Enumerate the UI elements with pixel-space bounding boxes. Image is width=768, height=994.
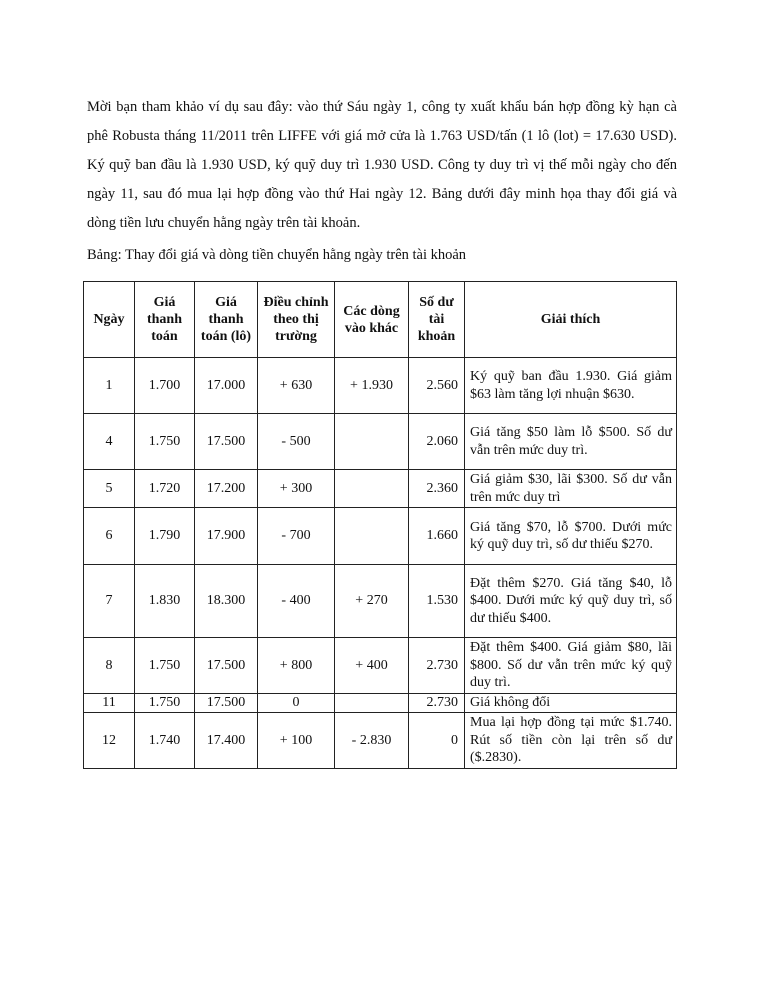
cell-explanation: Đặt thêm $400. Giá giảm $80, lãi $800. Số dư vẫn trên mức ký quỹ duy trì. xyxy=(465,638,677,694)
cell-other-flows xyxy=(335,414,409,470)
table-row xyxy=(84,694,677,713)
cell-lot-price: 17.500 xyxy=(195,414,258,470)
cell-day: 1 xyxy=(84,358,135,414)
cell-day: 4 xyxy=(84,414,135,470)
cell-lot-price: 17.000 xyxy=(195,358,258,414)
margin-table xyxy=(83,281,677,769)
cell-day: 12 xyxy=(84,713,135,769)
cell-price: 1.750 xyxy=(135,638,195,694)
table-row xyxy=(84,414,677,470)
cell-adjustment: + 800 xyxy=(258,638,335,694)
cell-explanation: Giá tăng $70, lỗ $700. Dưới mức ký quỹ duy trì, số dư thiếu $270. xyxy=(465,508,677,565)
cell-lot-price: 17.900 xyxy=(195,508,258,565)
cell-balance: 2.060 xyxy=(409,414,465,470)
cell-price: 1.750 xyxy=(135,414,195,470)
table-row xyxy=(84,358,677,414)
cell-explanation: Ký quỹ ban đầu 1.930. Giá giảm $63 làm tăng lợi nhuận $630. xyxy=(465,358,677,414)
cell-adjustment: - 500 xyxy=(258,414,335,470)
cell-explanation: Mua lại hợp đồng tại mức $1.740. Rút số tiền còn lại trên số dư ($.2830). xyxy=(465,713,677,769)
cell-lot-price: 17.500 xyxy=(195,694,258,713)
table-row xyxy=(84,470,677,508)
header-explanation: Giải thích xyxy=(465,282,677,358)
cell-adjustment: - 400 xyxy=(258,565,335,638)
header-day: Ngày xyxy=(84,282,135,358)
cell-explanation: Giá không đổi xyxy=(465,694,677,713)
header-adjustment: Điều chỉnh theo thị trường xyxy=(258,282,335,358)
cell-balance: 2.360 xyxy=(409,470,465,508)
table-row xyxy=(84,508,677,565)
table-header-row xyxy=(84,282,677,358)
cell-day: 5 xyxy=(84,470,135,508)
header-price: Giá thanh toán xyxy=(135,282,195,358)
cell-explanation: Giá tăng $50 làm lỗ $500. Số dư vẫn trên mức duy trì. xyxy=(465,414,677,470)
cell-explanation: Giá giảm $30, lãi $300. Số dư vẫn trên mức duy trì xyxy=(465,470,677,508)
cell-day: 11 xyxy=(84,694,135,713)
cell-day: 8 xyxy=(84,638,135,694)
cell-price: 1.700 xyxy=(135,358,195,414)
cell-price: 1.830 xyxy=(135,565,195,638)
cell-balance: 0 xyxy=(409,713,465,769)
cell-adjustment: + 100 xyxy=(258,713,335,769)
cell-other-flows: + 400 xyxy=(335,638,409,694)
cell-other-flows xyxy=(335,508,409,565)
cell-adjustment: 0 xyxy=(258,694,335,713)
header-lot-price: Giá thanh toán (lô) xyxy=(195,282,258,358)
cell-other-flows: - 2.830 xyxy=(335,713,409,769)
cell-other-flows xyxy=(335,470,409,508)
cell-balance: 1.530 xyxy=(409,565,465,638)
cell-lot-price: 17.200 xyxy=(195,470,258,508)
table-row xyxy=(84,565,677,638)
cell-lot-price: 17.400 xyxy=(195,713,258,769)
table-caption: Bảng: Thay đổi giá và dòng tiền chuyển hằng ngày trên tài khoản xyxy=(87,247,467,263)
cell-other-flows xyxy=(335,694,409,713)
cell-lot-price: 17.500 xyxy=(195,638,258,694)
cell-other-flows: + 270 xyxy=(335,565,409,638)
header-balance: Số dư tài khoản xyxy=(409,282,465,358)
cell-other-flows: + 1.930 xyxy=(335,358,409,414)
cell-adjustment: - 700 xyxy=(258,508,335,565)
intro-paragraph: Mời bạn tham khảo ví dụ sau đây: vào thứ Sáu ngày 1, công ty xuất khẩu bán hợp đồng kỳ hạn cà phê Robusta tháng 11/2011 trên LIFFE với giá mở cửa là 1.763 USD/tấn (1 lô (lot) = 17.630 USD). Ký quỹ ban đầu là 1.930 USD, ký quỹ duy trì 1.930 USD. Công ty duy trì vị thế mỗi ngày cho đến ngày 11, sau đó mua lại hợp đồng vào thứ Hai ngày 12. Bảng dưới đây minh họa thay đổi giá và dòng tiền lưu chuyển hằng ngày trên tài khoản. xyxy=(87,99,677,231)
cell-price: 1.740 xyxy=(135,713,195,769)
table-row xyxy=(84,638,677,694)
cell-adjustment: + 630 xyxy=(258,358,335,414)
cell-balance: 2.730 xyxy=(409,694,465,713)
cell-balance: 1.660 xyxy=(409,508,465,565)
cell-price: 1.790 xyxy=(135,508,195,565)
cell-adjustment: + 300 xyxy=(258,470,335,508)
cell-price: 1.720 xyxy=(135,470,195,508)
cell-balance: 2.560 xyxy=(409,358,465,414)
cell-explanation: Đặt thêm $270. Giá tăng $40, lỗ $400. Dưới mức ký quỹ duy trì, số dư thiếu $400. xyxy=(465,565,677,638)
cell-day: 7 xyxy=(84,565,135,638)
cell-day: 6 xyxy=(84,508,135,565)
table-row xyxy=(84,713,677,769)
header-other-flows: Các dòng vào khác xyxy=(335,282,409,358)
cell-lot-price: 18.300 xyxy=(195,565,258,638)
cell-balance: 2.730 xyxy=(409,638,465,694)
cell-price: 1.750 xyxy=(135,694,195,713)
